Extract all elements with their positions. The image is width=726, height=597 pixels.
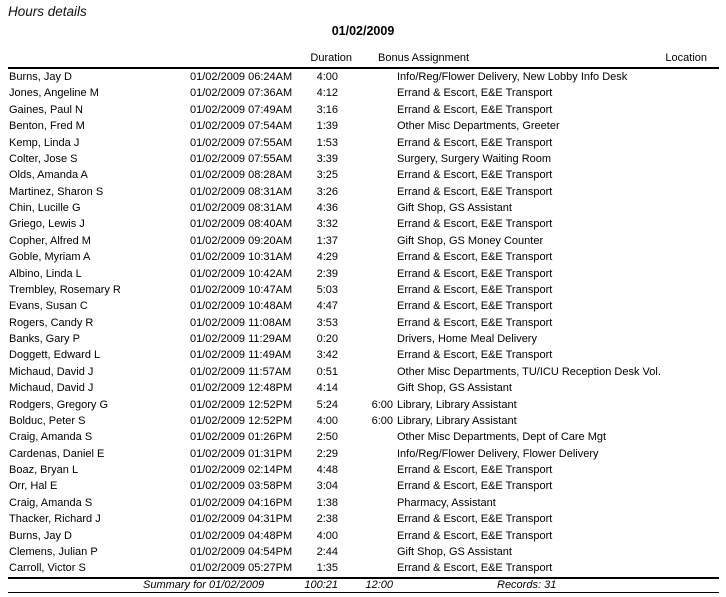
cell-assignment: Errand & Escort, E&E Transport	[397, 169, 553, 182]
detail-rows	[0, 69, 726, 577]
cell-name: Orr, Hal E	[9, 480, 58, 493]
table-row	[0, 216, 726, 232]
cell-name: Evans, Susan C	[9, 300, 88, 313]
table-row	[0, 135, 726, 151]
cell-duration: 2:44	[316, 545, 338, 558]
cell-datetime: 01/02/2009 04:31PM	[190, 513, 293, 526]
cell-name: Colter, Jose S	[9, 152, 78, 165]
cell-duration: 3:25	[316, 169, 338, 182]
cell-name: Craig, Amanda S	[9, 496, 93, 509]
cell-duration: 2:39	[316, 267, 338, 280]
cell-name: Griego, Lewis J	[9, 218, 85, 231]
cell-datetime: 01/02/2009 07:54AM	[190, 120, 293, 133]
cell-assignment: Other Misc Departments, Dept of Care Mgt	[397, 431, 607, 444]
cell-datetime: 01/02/2009 07:55AM	[190, 136, 293, 149]
table-row	[0, 429, 726, 445]
table-row	[0, 347, 726, 363]
cell-datetime: 01/02/2009 11:49AM	[190, 349, 292, 362]
cell-datetime: 01/02/2009 12:48PM	[190, 382, 293, 395]
table-row	[0, 69, 726, 85]
cell-duration: 4:47	[316, 300, 338, 313]
cell-assignment: Gift Shop, GS Money Counter	[397, 234, 544, 247]
cell-extra-duration: 6:00	[371, 398, 393, 411]
cell-name: Burns, Jay D	[9, 71, 72, 83]
cell-duration: 4:00	[316, 71, 338, 83]
column-header-row	[0, 52, 726, 67]
cell-datetime: 01/02/2009 10:42AM	[190, 267, 293, 280]
cell-duration: 1:38	[316, 496, 338, 509]
summary-duration-total: 100:21	[304, 579, 338, 591]
table-row	[0, 331, 726, 347]
cell-assignment: Other Misc Departments, TU/ICU Reception Desk Vol.	[397, 365, 661, 378]
table-row	[0, 266, 726, 282]
cell-duration: 3:32	[316, 218, 338, 231]
table-row	[0, 184, 726, 200]
cell-assignment: Errand & Escort, E&E Transport	[397, 136, 553, 149]
cell-assignment: Errand & Escort, E&E Transport	[397, 103, 553, 116]
cell-name: Craig, Amanda S	[9, 431, 93, 444]
cell-assignment: Errand & Escort, E&E Transport	[397, 300, 553, 313]
cell-name: Kemp, Linda J	[9, 136, 80, 149]
table-row	[0, 528, 726, 544]
cell-duration: 3:53	[316, 316, 338, 329]
table-row	[0, 380, 726, 396]
column-header-bonus-assignment: Bonus Assignment	[378, 52, 470, 64]
cell-name: Martinez, Sharon S	[9, 185, 104, 198]
cell-assignment: Errand & Escort, E&E Transport	[397, 349, 553, 362]
cell-datetime: 01/02/2009 01:31PM	[190, 447, 293, 460]
cell-assignment: Gift Shop, GS Assistant	[397, 382, 512, 395]
cell-assignment: Library, Library Assistant	[397, 398, 517, 411]
cell-name: Copher, Alfred M	[9, 234, 91, 247]
cell-duration: 1:53	[316, 136, 338, 149]
table-row	[0, 495, 726, 511]
cell-datetime: 01/02/2009 08:31AM	[190, 202, 293, 214]
table-row	[0, 462, 726, 478]
cell-duration: 2:50	[316, 431, 338, 444]
group-date-header: 01/02/2009	[331, 24, 395, 38]
table-row	[0, 364, 726, 380]
cell-assignment: Info/Reg/Flower Delivery, New Lobby Info Desk	[397, 71, 628, 83]
column-header-duration: Duration	[310, 52, 352, 64]
cell-datetime: 01/02/2009 10:48AM	[190, 300, 293, 313]
column-header-location: Location	[665, 52, 707, 64]
cell-duration: 1:37	[316, 234, 338, 247]
cell-assignment: Errand & Escort, E&E Transport	[397, 513, 553, 526]
summary-label: Summary for 01/02/2009	[143, 579, 265, 591]
cell-datetime: 01/02/2009 11:29AM	[190, 333, 292, 345]
cell-assignment: Errand & Escort, E&E Transport	[397, 464, 553, 476]
table-row	[0, 85, 726, 101]
cell-name: Doggett, Edward L	[9, 349, 101, 362]
cell-name: Boaz, Bryan L	[9, 464, 79, 476]
cell-duration: 3:42	[316, 349, 338, 362]
cell-assignment: Errand & Escort, E&E Transport	[397, 480, 553, 493]
table-row	[0, 315, 726, 331]
cell-duration: 4:48	[316, 464, 338, 476]
cell-datetime: 01/02/2009 08:28AM	[190, 169, 293, 182]
table-row	[0, 282, 726, 298]
cell-datetime: 01/02/2009 07:55AM	[190, 152, 293, 165]
cell-name: Goble, Myriam A	[9, 251, 91, 264]
cell-duration: 3:16	[316, 103, 338, 116]
cell-assignment: Errand & Escort, E&E Transport	[397, 251, 553, 264]
cell-assignment: Errand & Escort, E&E Transport	[397, 185, 553, 198]
cell-datetime: 01/02/2009 02:14PM	[190, 464, 293, 476]
cell-duration: 4:14	[316, 382, 338, 395]
cell-assignment: Gift Shop, GS Assistant	[397, 202, 512, 214]
cell-name: Gaines, Paul N	[9, 103, 83, 116]
cell-datetime: 01/02/2009 12:52PM	[190, 398, 293, 411]
cell-name: Benton, Fred M	[9, 120, 85, 133]
cell-duration: 0:20	[316, 333, 338, 345]
cell-duration: 4:36	[316, 202, 338, 214]
cell-assignment: Errand & Escort, E&E Transport	[397, 283, 553, 296]
cell-duration: 4:00	[316, 529, 338, 542]
report-title: Hours details	[8, 4, 87, 19]
cell-assignment: Errand & Escort, E&E Transport	[397, 316, 553, 329]
cell-name: Albino, Linda L	[9, 267, 82, 280]
cell-duration: 4:00	[316, 414, 338, 427]
cell-datetime: 01/02/2009 09:20AM	[190, 234, 293, 247]
table-row	[0, 478, 726, 494]
cell-datetime: 01/02/2009 08:40AM	[190, 218, 293, 231]
cell-duration: 4:12	[316, 87, 338, 100]
cell-duration: 2:38	[316, 513, 338, 526]
cell-assignment: Errand & Escort, E&E Transport	[397, 267, 553, 280]
cell-name: Burns, Jay D	[9, 529, 72, 542]
cell-name: Carroll, Victor S	[9, 562, 86, 575]
cell-assignment: Errand & Escort, E&E Transport	[397, 218, 553, 231]
table-row	[0, 200, 726, 216]
cell-datetime: 01/02/2009 04:48PM	[190, 529, 293, 542]
cell-duration: 4:29	[316, 251, 338, 264]
cell-duration: 5:03	[316, 283, 338, 296]
cell-datetime: 01/02/2009 06:24AM	[190, 71, 293, 83]
cell-assignment: Errand & Escort, E&E Transport	[397, 529, 553, 542]
cell-duration: 1:35	[316, 562, 338, 575]
table-row	[0, 446, 726, 462]
cell-assignment: Library, Library Assistant	[397, 414, 517, 427]
cell-assignment: Other Misc Departments, Greeter	[397, 120, 560, 133]
cell-datetime: 01/02/2009 05:27PM	[190, 562, 293, 575]
cell-duration: 5:24	[316, 398, 338, 411]
cell-extra-duration: 6:00	[371, 414, 393, 427]
cell-name: Jones, Angeline M	[9, 87, 99, 100]
table-row	[0, 167, 726, 183]
cell-assignment: Pharmacy, Assistant	[397, 496, 496, 509]
table-row	[0, 397, 726, 413]
cell-name: Bolduc, Peter S	[9, 414, 86, 427]
table-row	[0, 102, 726, 118]
table-row	[0, 118, 726, 134]
table-row	[0, 413, 726, 429]
cell-datetime: 01/02/2009 08:31AM	[190, 185, 293, 198]
summary-extra-total: 12:00	[365, 579, 393, 591]
cell-datetime: 01/02/2009 11:57AM	[190, 365, 292, 378]
cell-duration: 3:04	[316, 480, 338, 493]
cell-name: Rogers, Candy R	[9, 316, 94, 329]
cell-name: Thacker, Richard J	[9, 513, 101, 526]
table-row	[0, 151, 726, 167]
table-row	[0, 233, 726, 249]
cell-assignment: Surgery, Surgery Waiting Room	[397, 152, 552, 165]
cell-datetime: 01/02/2009 04:54PM	[190, 545, 293, 558]
cell-assignment: Gift Shop, GS Assistant	[397, 545, 512, 558]
table-row	[0, 298, 726, 314]
cell-name: Olds, Amanda A	[9, 169, 88, 182]
cell-name: Cardenas, Daniel E	[9, 447, 105, 460]
cell-datetime: 01/02/2009 10:31AM	[190, 251, 293, 264]
cell-name: Rodgers, Gregory G	[9, 398, 109, 411]
cell-datetime: 01/02/2009 12:52PM	[190, 414, 293, 427]
cell-datetime: 01/02/2009 11:08AM	[190, 316, 292, 329]
cell-name: Michaud, David J	[9, 382, 94, 395]
cell-name: Clemens, Julian P	[9, 545, 98, 558]
summary-records-count: Records: 31	[497, 579, 557, 591]
cell-assignment: Info/Reg/Flower Delivery, Flower Delivery	[397, 447, 599, 460]
cell-duration: 3:26	[316, 185, 338, 198]
cell-name: Chin, Lucille G	[9, 202, 81, 214]
cell-name: Michaud, David J	[9, 365, 94, 378]
cell-name: Banks, Gary P	[9, 333, 80, 345]
table-row	[0, 511, 726, 527]
cell-datetime: 01/02/2009 10:47AM	[190, 283, 293, 296]
summary-row	[0, 579, 726, 593]
table-row	[0, 544, 726, 560]
report-bottom-border	[8, 592, 719, 593]
cell-duration: 0:51	[316, 365, 338, 378]
cell-duration: 1:39	[316, 120, 338, 133]
table-row	[0, 249, 726, 265]
cell-datetime: 01/02/2009 01:26PM	[190, 431, 293, 444]
cell-duration: 3:39	[316, 152, 338, 165]
cell-datetime: 01/02/2009 04:16PM	[190, 496, 293, 509]
cell-datetime: 01/02/2009 03:58PM	[190, 480, 293, 493]
cell-assignment: Drivers, Home Meal Delivery	[397, 333, 537, 345]
cell-assignment: Errand & Escort, E&E Transport	[397, 562, 553, 575]
cell-duration: 2:29	[316, 447, 338, 460]
cell-name: Trembley, Rosemary R	[9, 283, 121, 296]
table-row	[0, 560, 726, 576]
cell-datetime: 01/02/2009 07:36AM	[190, 87, 293, 100]
cell-assignment: Errand & Escort, E&E Transport	[397, 87, 553, 100]
cell-datetime: 01/02/2009 07:49AM	[190, 103, 293, 116]
